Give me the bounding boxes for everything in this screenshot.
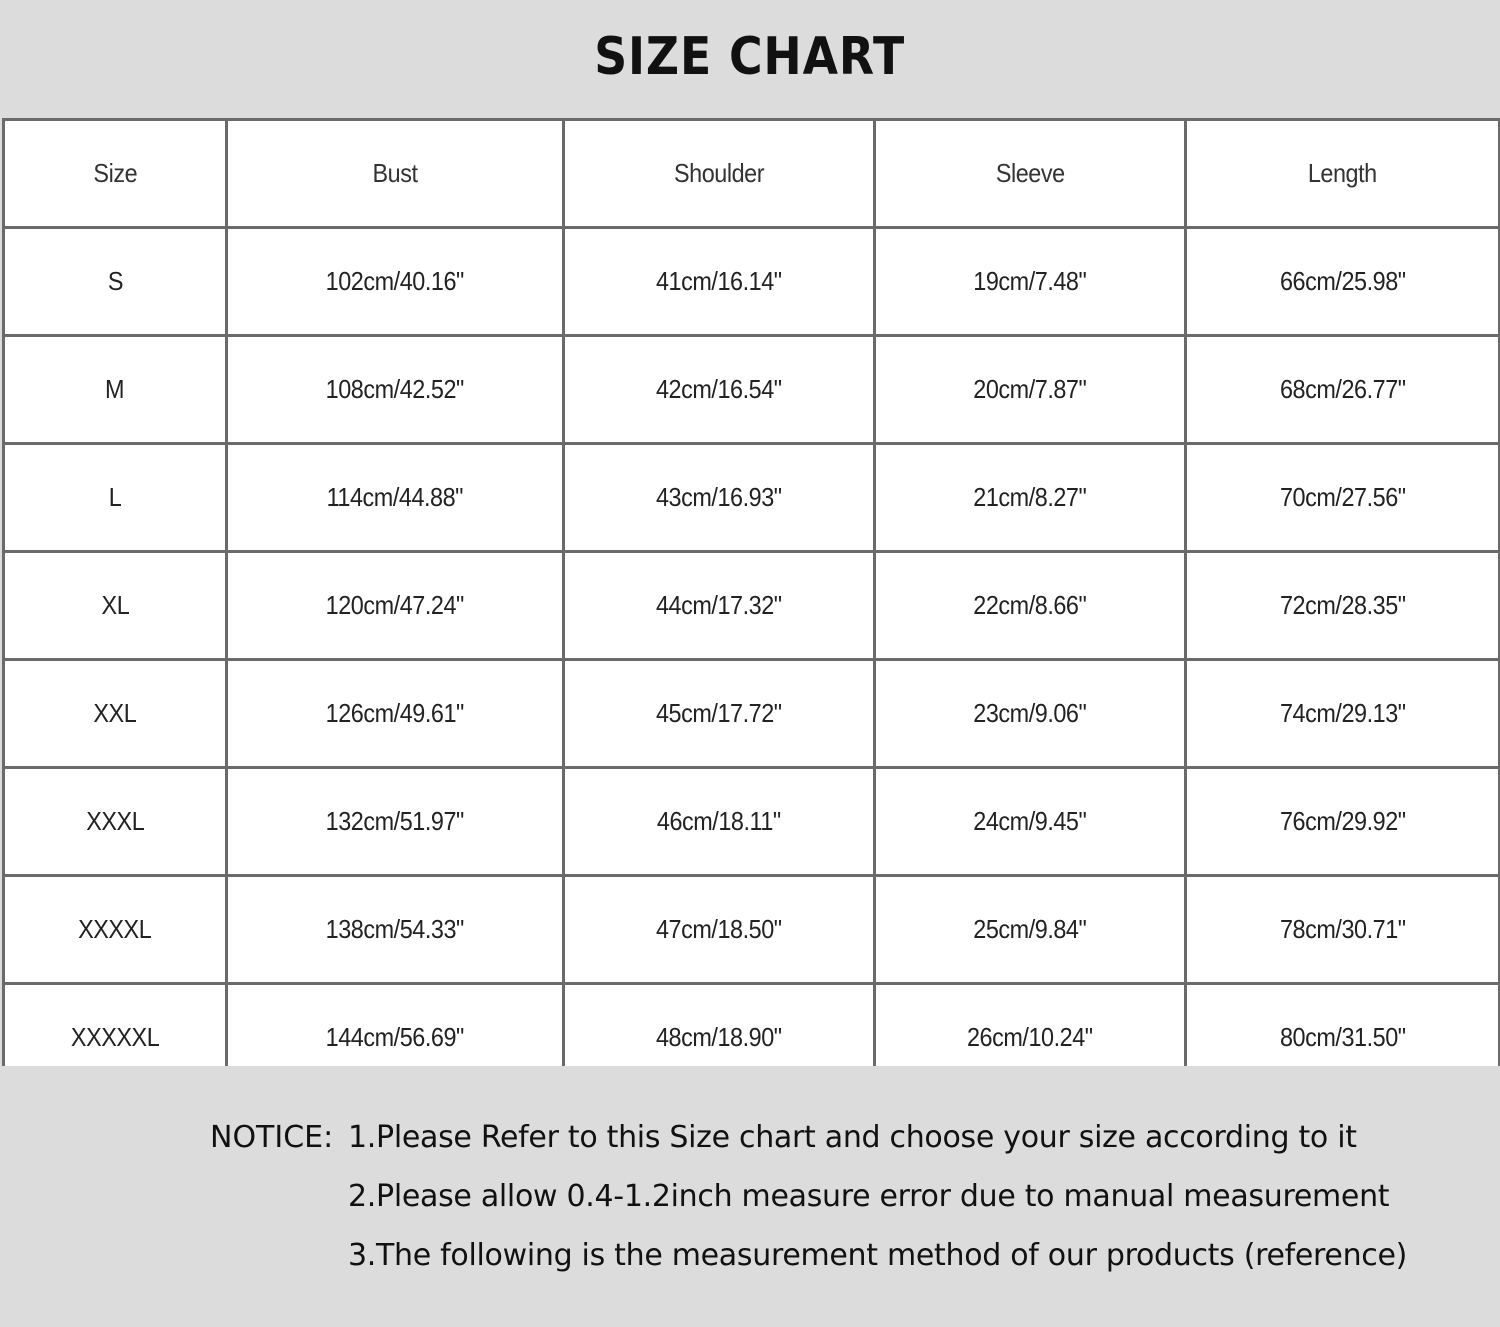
size-table	[2, 118, 1500, 1093]
cell-size: S	[4, 228, 227, 336]
cell-length: 68cm/26.77"	[1186, 336, 1500, 444]
cell-bust: 144cm/56.69"	[227, 984, 564, 1092]
cell-shoulder: 47cm/18.50"	[564, 876, 875, 984]
cell-bust: 114cm/44.88"	[227, 444, 564, 552]
cell-bust: 132cm/51.97"	[227, 768, 564, 876]
table-row	[4, 876, 1500, 984]
cell-sleeve: 21cm/8.27"	[875, 444, 1186, 552]
table-row	[4, 228, 1500, 336]
cell-size: XXXXXL	[4, 984, 227, 1092]
table-row	[4, 768, 1500, 876]
cell-shoulder: 43cm/16.93"	[564, 444, 875, 552]
cell-size: XXXXL	[4, 876, 227, 984]
cell-bust: 108cm/42.52"	[227, 336, 564, 444]
cell-sleeve: 19cm/7.48"	[875, 228, 1186, 336]
cell-length: 76cm/29.92"	[1186, 768, 1500, 876]
table-row	[4, 336, 1500, 444]
notice-section	[0, 1066, 1500, 1327]
table-row	[4, 552, 1500, 660]
cell-length: 78cm/30.71"	[1186, 876, 1500, 984]
cell-length: 66cm/25.98"	[1186, 228, 1500, 336]
page-title: SIZE CHART	[594, 27, 906, 87]
cell-bust: 138cm/54.33"	[227, 876, 564, 984]
header-shoulder: Shoulder	[564, 120, 875, 228]
cell-size: L	[4, 444, 227, 552]
cell-size: XL	[4, 552, 227, 660]
notice-line-3: 3.The following is the measurement method of our products (reference)	[348, 1238, 1408, 1273]
cell-sleeve: 23cm/9.06"	[875, 660, 1186, 768]
cell-length: 74cm/29.13"	[1186, 660, 1500, 768]
notice-label: NOTICE:	[210, 1120, 334, 1155]
cell-size: M	[4, 336, 227, 444]
table-header-row	[4, 120, 1500, 228]
cell-sleeve: 24cm/9.45"	[875, 768, 1186, 876]
cell-sleeve: 25cm/9.84"	[875, 876, 1186, 984]
cell-length: 70cm/27.56"	[1186, 444, 1500, 552]
notice-line-1: 1.Please Refer to this Size chart and choose your size according to it	[348, 1120, 1357, 1155]
cell-shoulder: 46cm/18.11"	[564, 768, 875, 876]
cell-shoulder: 45cm/17.72"	[564, 660, 875, 768]
cell-shoulder: 48cm/18.90"	[564, 984, 875, 1092]
table-row	[4, 660, 1500, 768]
cell-size: XXXL	[4, 768, 227, 876]
header-sleeve: Sleeve	[875, 120, 1186, 228]
notice-line-2: 2.Please allow 0.4-1.2inch measure error due to manual measurement	[348, 1179, 1390, 1214]
cell-sleeve: 20cm/7.87"	[875, 336, 1186, 444]
cell-bust: 102cm/40.16"	[227, 228, 564, 336]
title-bar	[0, 0, 1500, 114]
table-row	[4, 444, 1500, 552]
cell-length: 80cm/31.50"	[1186, 984, 1500, 1092]
cell-size: XXL	[4, 660, 227, 768]
cell-length: 72cm/28.35"	[1186, 552, 1500, 660]
cell-sleeve: 22cm/8.66"	[875, 552, 1186, 660]
cell-shoulder: 42cm/16.54"	[564, 336, 875, 444]
cell-bust: 126cm/49.61"	[227, 660, 564, 768]
header-bust: Bust	[227, 120, 564, 228]
cell-bust: 120cm/47.24"	[227, 552, 564, 660]
cell-sleeve: 26cm/10.24"	[875, 984, 1186, 1092]
header-length: Length	[1186, 120, 1500, 228]
cell-shoulder: 44cm/17.32"	[564, 552, 875, 660]
cell-shoulder: 41cm/16.14"	[564, 228, 875, 336]
header-size: Size	[4, 120, 227, 228]
